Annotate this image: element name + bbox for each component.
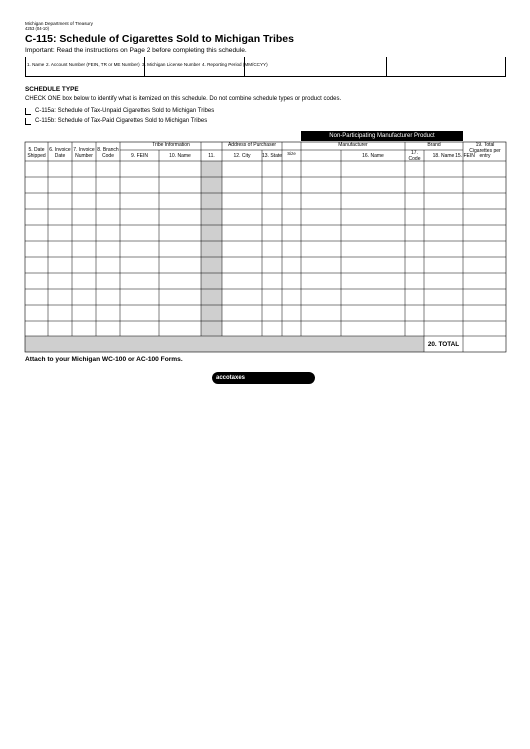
col-city: 12. City	[233, 153, 251, 159]
shaded-total-row	[25, 336, 424, 352]
col-date-shipped: 5. Date Shipped	[27, 147, 46, 159]
watermark-label: accotaxes	[212, 372, 315, 384]
col-tribe-name: 10. Name	[169, 153, 191, 159]
col-invoice-date: 6. Invoice Date	[49, 147, 71, 159]
col-fein: 9. FEIN	[131, 153, 148, 159]
attach-instruction: Attach to your Michigan WC-100 or AC-100 Forms.	[25, 356, 183, 363]
tribe-information-header: Tribe Information	[152, 142, 190, 148]
page-title: C-115: Schedule of Cigarettes Sold to Michigan Tribes	[25, 33, 294, 45]
shaded-column-11	[201, 161, 222, 352]
col-state: 13. State	[262, 153, 283, 159]
option-b-label: C-115b: Schedule of Tax-Paid Cigarettes Sold to Michigan Tribes	[35, 118, 208, 124]
department-label: Michigan Department of Treasury	[25, 21, 93, 26]
address-of-purchaser-header: Address of Purchaser	[227, 142, 277, 148]
col-invoice-number: 7. Invoice Number	[73, 147, 95, 159]
col-size: Size	[287, 151, 296, 156]
col-manufacturer-name: 16. Name	[362, 153, 384, 159]
option-a-label: C-115a: Schedule of Tax-Unpaid Cigarettes Sold to Michigan Tribes	[35, 108, 215, 114]
col-brand-name: 18. Name	[432, 153, 455, 159]
total-input[interactable]	[463, 336, 506, 352]
col-11: 11.	[208, 153, 215, 159]
col-manufacturer-code: 17. Code	[408, 150, 421, 162]
schedule-type-heading: SCHEDULE TYPE	[25, 86, 79, 93]
account-number-field-label[interactable]: 2. Account Number (FEIN, TR or ME Number)	[46, 62, 140, 67]
total-label: 20. TOTAL	[427, 341, 460, 348]
col-branch-code: 8. Branch Code	[97, 147, 119, 159]
manufacturer-header: Manufacturer	[338, 142, 368, 148]
reporting-period-field-label[interactable]: 4. Reporting Period (MM/CCYY)	[202, 62, 268, 67]
brand-header: Brand	[427, 142, 441, 148]
name-field-label[interactable]: 1. Name	[27, 62, 45, 67]
col-brand-fein: 15. FEIN	[455, 153, 475, 159]
schedule-type-instruction: CHECK ONE box below to identify what is itemized on this schedule. Do not combine schedule types or product codes.	[25, 96, 342, 102]
license-number-field-label[interactable]: 3. Michigan License Number	[142, 62, 201, 67]
form-code: 4253 (04-10)	[25, 26, 49, 31]
npm-header: Non-Participating Manufacturer Product	[301, 131, 463, 141]
col-total-cigarettes: 19. Total Cigarettes per entry	[469, 142, 501, 159]
important-note: Important: Read the instructions on Page 2 before completing this schedule.	[25, 47, 247, 54]
